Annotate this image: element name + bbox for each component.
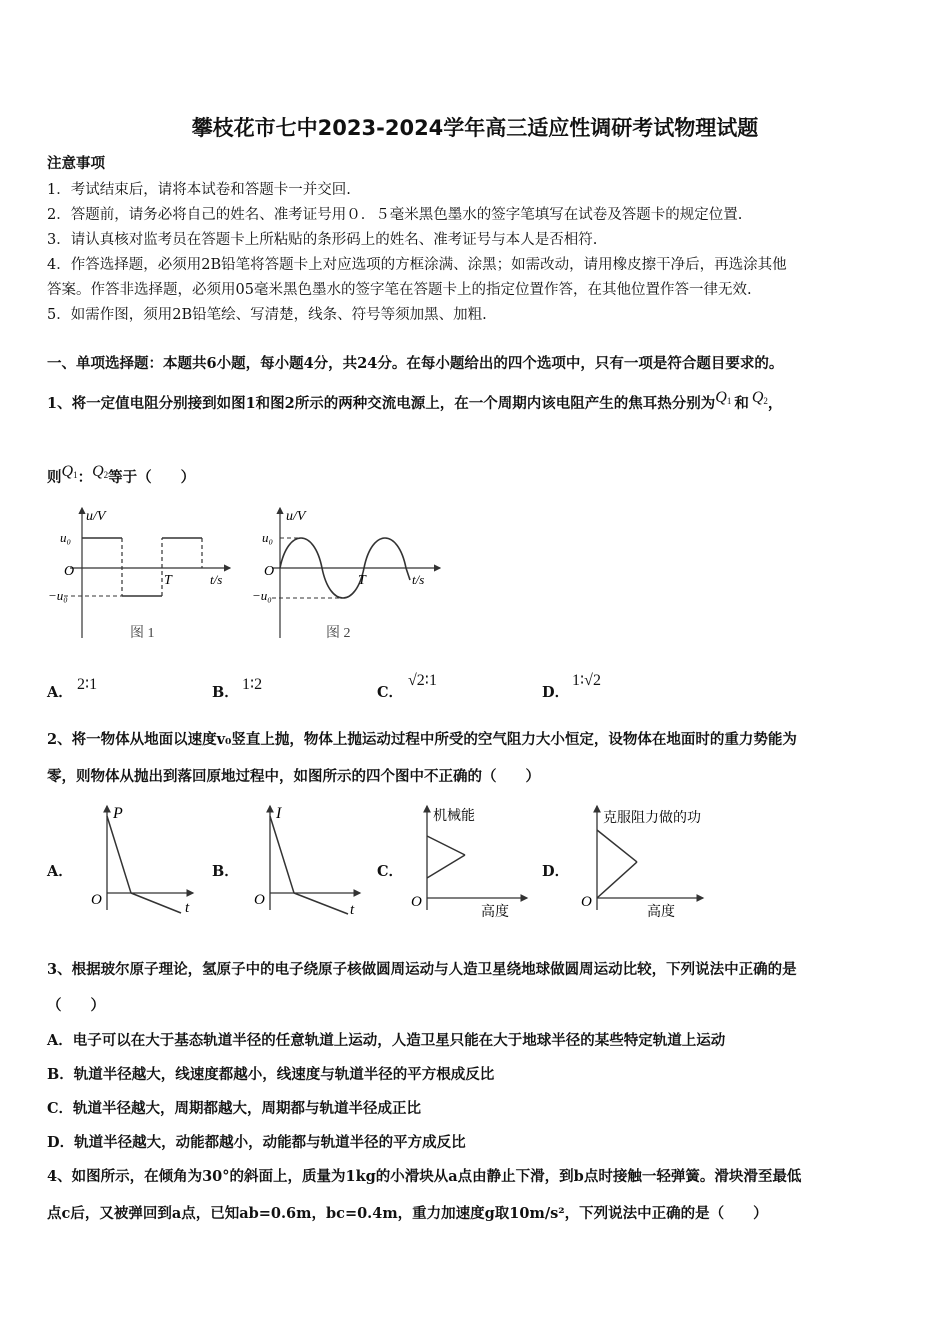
question-2-text: 2、将一物体从地面以速度v₀竖直上抛，物体上抛运动过程中所受的空气阻力大小恒定，设物体在地面时的重力势能为 bbox=[47, 731, 797, 748]
notice-item: 1．考试结束后，请将本试卷和答题卡一并交回. bbox=[47, 182, 351, 198]
graph-b-origin: O bbox=[254, 892, 265, 908]
fig1-ylabel: u/V bbox=[86, 509, 106, 524]
notice-heading: 注意事项 bbox=[47, 155, 105, 172]
fig2-caption: 图 2 bbox=[326, 626, 351, 641]
q2-graph-d bbox=[575, 800, 750, 930]
q3-option-a: A．电子可以在大于基态轨道半径的任意轨道上运动，人造卫星只能在大于地球半径的某些特定轨道上运动 bbox=[47, 1032, 726, 1049]
fig1-t: t/s bbox=[210, 572, 223, 587]
q2-graph-b bbox=[248, 800, 368, 925]
section-heading: 一、单项选择题：本题共6小题，每小题4分，共24分。在每小题给出的四个选项中，只有一项是符合题目要求的。 bbox=[47, 355, 784, 372]
question-4-text: 4、如图所示，在倾角为30°的斜面上，质量为1kg的小滑块从a点由静止下滑，到b点时接触一轻弹簧。滑块滑至最低 bbox=[47, 1168, 802, 1185]
q2-option-d-label: D． bbox=[542, 863, 570, 880]
q1-option-b-label: B． bbox=[212, 684, 239, 701]
fig1-u0: u₀ bbox=[60, 530, 72, 545]
q3-option-c: C．轨道半径越大，周期都越大，周期都与轨道半径成正比 bbox=[47, 1100, 422, 1117]
graph-c-ylabel: 机械能 bbox=[433, 809, 475, 824]
q2-graph-c bbox=[405, 800, 535, 930]
q1-option-d-value: 1∶√2 bbox=[572, 672, 601, 689]
notice-item: 3．请认真核对监考员在答题卡上所粘贴的条形码上的姓名、准考证号与本人是否相符. bbox=[47, 232, 598, 248]
fig2-origin: O bbox=[264, 564, 275, 579]
figure-2-sine-wave bbox=[250, 500, 450, 650]
notice-item: 4．作答选择题，必须用2B铅笔将答题卡上对应选项的方框涂满、涂黑；如需改动，请用橡皮擦干净后，再选涂其他 bbox=[47, 257, 787, 273]
fig2-T: T bbox=[358, 573, 366, 588]
q3-option-b: B．轨道半径越大，线速度都越小，线速度与轨道半径的平方根成反比 bbox=[47, 1066, 495, 1083]
question-3-text-2: （ ） bbox=[47, 997, 105, 1014]
q2-option-b-label: B． bbox=[212, 863, 239, 880]
figure-1-square-wave bbox=[40, 500, 240, 650]
graph-a-ylabel: P bbox=[113, 805, 123, 822]
q1-option-a-value: 2∶1 bbox=[77, 676, 98, 693]
fig1-neg-u0: −u₀ bbox=[48, 588, 68, 603]
fig1-origin: O bbox=[64, 564, 75, 579]
q2-option-c-label: C． bbox=[377, 863, 404, 880]
graph-c-origin: O bbox=[411, 894, 422, 910]
page-title: 攀枝花市七中2023-2024学年高三适应性调研考试物理试题 bbox=[191, 116, 759, 140]
graph-d-ylabel: 克服阻力做的功 bbox=[603, 811, 701, 826]
fig2-u0: u₀ bbox=[262, 530, 274, 545]
fig1-T: T bbox=[164, 573, 172, 588]
fig2-t: t/s bbox=[412, 572, 425, 587]
q1-option-d-label: D． bbox=[542, 684, 570, 701]
graph-b-ylabel: I bbox=[276, 805, 282, 822]
question-1-text: 1、将一定值电阻分别接到如图1和图2所示的两种交流电源上，在一个周期内该电阻产生的焦耳热分别为$Q_1$ 和 $Q_2$， bbox=[47, 389, 783, 412]
q1-option-c-label: C． bbox=[377, 684, 404, 701]
question-4-text-2: 点c后，又被弹回到a点，已知ab=0.6m，bc=0.4m，重力加速度g取10m/s²，下列说法中正确的是（ ） bbox=[47, 1205, 768, 1222]
q1-option-b-value: 1∶2 bbox=[242, 676, 263, 693]
graph-a-xlabel: t bbox=[185, 900, 190, 916]
fig2-neg-u0: −u₀ bbox=[252, 588, 272, 603]
question-1-text-2: 则$Q_1$：$Q_2$等于（ ） bbox=[47, 463, 196, 486]
graph-a-origin: O bbox=[91, 892, 102, 908]
question-3-text: 3、根据玻尔原子理论，氢原子中的电子绕原子核做圆周运动与人造卫星绕地球做圆周运动比较，下列说法中正确的是 bbox=[47, 961, 797, 978]
q1-option-c-value: √2∶1 bbox=[408, 672, 437, 689]
graph-c-xlabel: 高度 bbox=[481, 905, 509, 920]
question-2-text-2: 零，则物体从抛出到落回原地过程中，如图所示的四个图中不正确的（ ） bbox=[47, 768, 540, 785]
q2-option-a-label: A． bbox=[47, 863, 73, 880]
graph-d-xlabel: 高度 bbox=[647, 905, 675, 920]
fig1-caption: 图 1 bbox=[130, 626, 155, 641]
q2-graph-a bbox=[85, 800, 200, 925]
fig2-ylabel: u/V bbox=[286, 509, 306, 524]
notice-item: 5．如需作图，须用2B铅笔绘、写清楚，线条、符号等须加黑、加粗. bbox=[47, 307, 487, 323]
q3-option-d: D．轨道半径越大，动能都越小，动能都与轨道半径的平方成反比 bbox=[47, 1134, 466, 1151]
notice-item: 2．答题前，请务必将自己的姓名、准考证号用０．５毫米黑色墨水的签字笔填写在试卷及答题卡的规定位置. bbox=[47, 207, 743, 223]
graph-d-origin: O bbox=[581, 894, 592, 910]
q1-option-a-label: A． bbox=[47, 684, 73, 701]
graph-b-xlabel: t bbox=[350, 902, 355, 918]
notice-item: 答案。作答非选择题，必须用05毫米黑色墨水的签字笔在答题卡上的指定位置作答，在其他位置作答一律无效. bbox=[47, 282, 752, 298]
